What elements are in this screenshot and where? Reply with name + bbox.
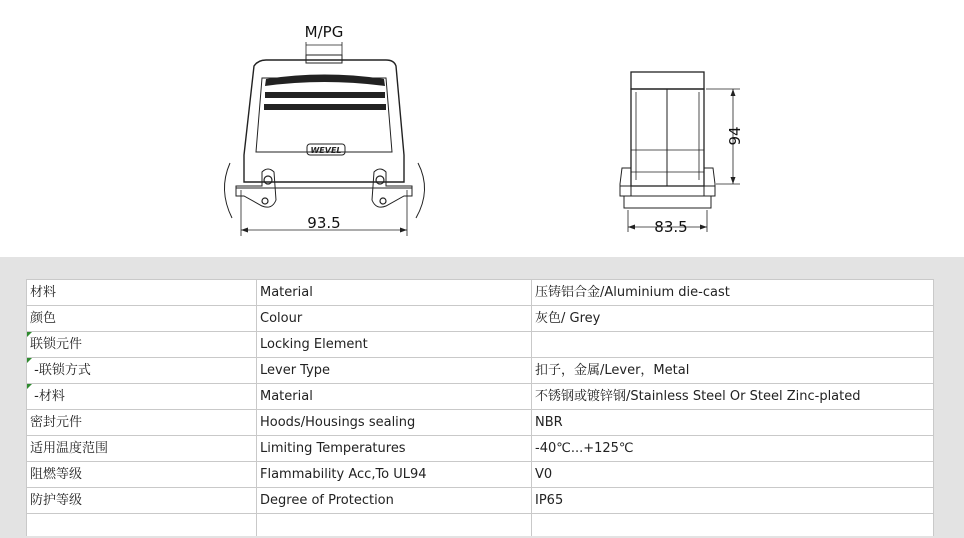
spec-value [532,280,934,306]
table-row [27,436,934,462]
technical-drawing [0,0,964,257]
table-row-empty [27,514,934,537]
dim-arrow-left [241,228,248,233]
table-row [27,462,934,488]
side-dim-arrow-right [700,225,707,230]
table-row [27,488,934,514]
lever-pin-right [376,176,384,184]
spec-label-en-text: Colour [260,311,303,326]
spec-label-zh [27,306,257,332]
side-cap [631,72,704,89]
cell-marker-icon [27,384,32,389]
cell-marker-icon [27,358,32,363]
spec-label-en-text: Lever Type [260,363,331,378]
spec-label-zh-text: 材料 [30,285,57,300]
side-width-dim-label: 83.5 [654,218,688,236]
spec-label-zh-text: 防护等级 [30,493,83,508]
spec-label-en [257,488,532,514]
spec-label-zh [27,358,257,384]
spec-label-zh-text: 适用温度范围 [30,441,109,456]
table-row [27,306,934,332]
spec-label-zh-text: -材料 [30,389,65,404]
spec-label-en-text: Limiting Temperatures [260,441,406,456]
mpg-label: M/PG [304,23,344,41]
spec-value [532,436,934,462]
spec-label-zh [27,488,257,514]
spec-label-zh [27,332,257,358]
lever-arc-right [416,163,425,218]
spec-label-zh [27,410,257,436]
spec-value [532,488,934,514]
spec-value-text: 压铸铝合金/Aluminium die-cast [535,285,730,300]
cable-entry [306,55,342,63]
table-row [27,358,934,384]
lever-arc-left [224,163,232,218]
width-dim-label: 93.5 [307,214,341,232]
spec-label-en-text: Degree of Protection [260,493,394,508]
rib-1 [265,75,385,87]
lever-pin-left [264,176,272,184]
spec-label-en-text: Hoods/Housings sealing [260,415,416,430]
rib-3 [264,104,386,110]
height-arrow-bottom [731,177,736,184]
spec-label-en-text: Material [260,389,313,404]
side-flange-right [704,168,715,196]
spec-value [532,384,934,410]
lever-hole-right [380,198,386,204]
spec-label-en [257,384,532,410]
spec-label-zh-text: 联锁元件 [30,337,83,352]
spec-label-en-text: Flammability Acc,To UL94 [260,467,427,482]
spec-value [532,332,934,358]
side-view [620,72,744,236]
spec-value-text: V0 [535,467,553,482]
spec-table [26,279,934,536]
rib-2 [265,92,385,98]
spec-label-zh-text: -联锁方式 [30,363,91,378]
spec-label-en [257,332,532,358]
spec-label-zh [27,384,257,410]
lever-hole-left [262,198,268,204]
spec-label-en [257,462,532,488]
spec-label-en-text: Material [260,285,313,300]
spec-value [532,410,934,436]
empty-cell [257,514,532,537]
spec-value-text: NBR [535,415,563,430]
spec-value [532,358,934,384]
front-view [224,23,424,236]
spec-label-en [257,436,532,462]
spec-label-en [257,410,532,436]
empty-cell [27,514,257,537]
spec-label-zh [27,436,257,462]
spec-label-zh [27,462,257,488]
spec-value-text: 灰色/ Grey [535,311,601,326]
spec-value [532,306,934,332]
spec-value [532,462,934,488]
spec-value-text: 扣子，金属/Lever，Metal [535,363,690,378]
spec-label-en-text: Locking Element [260,337,368,352]
spec-label-zh-text: 阻燃等级 [30,467,83,482]
spec-label-zh-text: 密封元件 [30,415,83,430]
table-row [27,280,934,306]
spec-label-en [257,280,532,306]
table-row [27,410,934,436]
side-dim-arrow-left [628,225,635,230]
spec-table-body [27,280,934,537]
empty-cell [532,514,934,537]
table-row [27,384,934,410]
spec-value-text: 不锈钢或镀锌钢/Stainless Steel Or Steel Zinc-plated [535,389,861,404]
spec-label-zh [27,280,257,306]
spec-panel [0,257,964,538]
brand-logo-text: WEVEL [310,146,342,155]
height-arrow-top [731,89,736,96]
side-flange-left [620,168,631,196]
table-row [27,332,934,358]
spec-label-en [257,358,532,384]
side-base-plate [624,196,711,208]
height-dim-label: 94 [726,126,744,146]
spec-value-text: IP65 [535,493,564,508]
drawing-svg [0,0,964,257]
cell-marker-icon [27,332,32,337]
spec-value-text: -40℃...+125℃ [535,441,634,456]
dim-arrow-right [400,228,407,233]
spec-label-en [257,306,532,332]
spec-label-zh-text: 颜色 [30,311,57,326]
housing-inner [256,78,392,152]
